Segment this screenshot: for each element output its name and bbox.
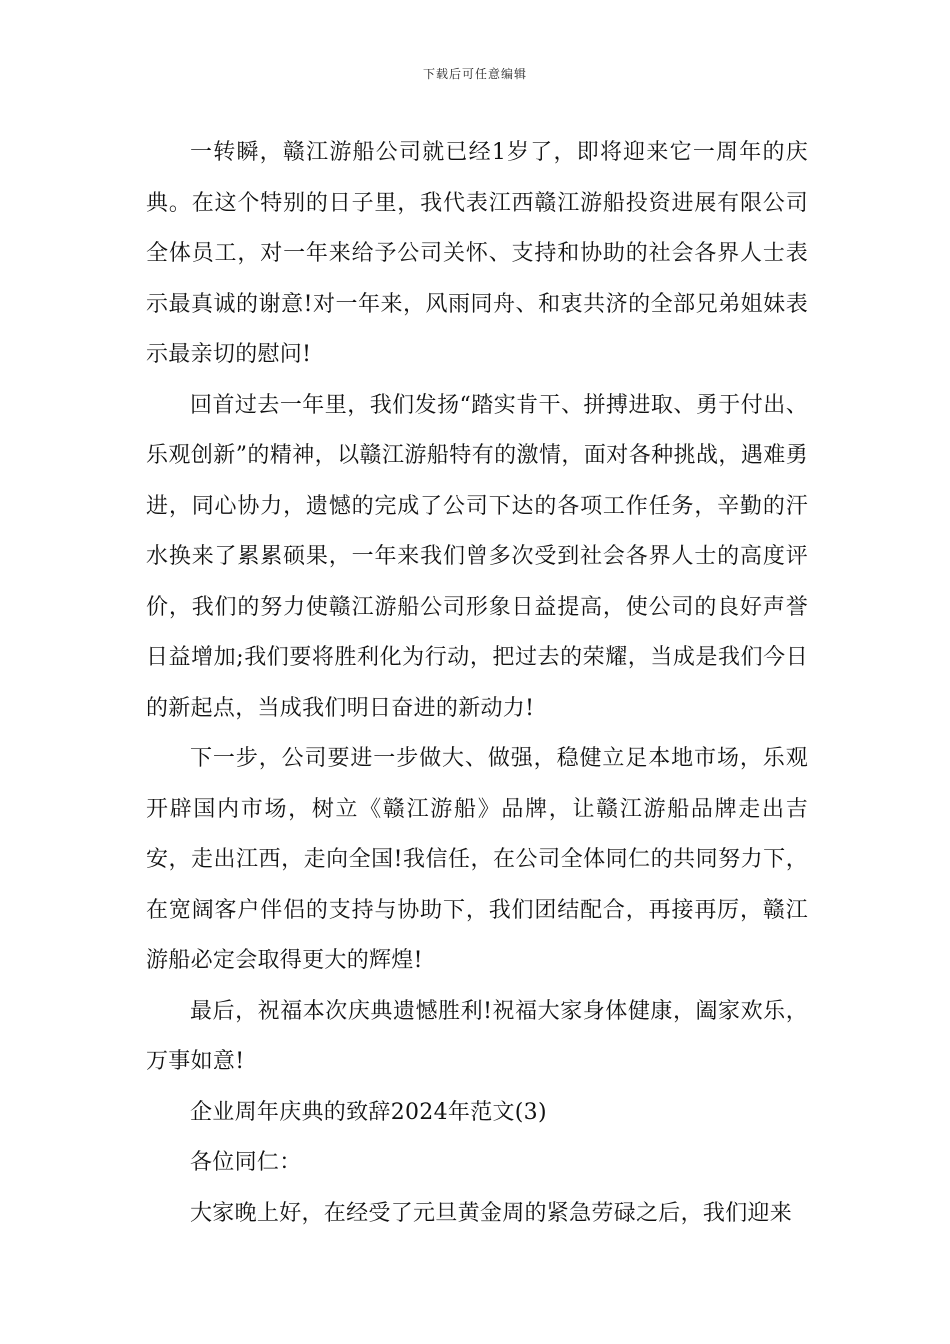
section-title: 企业周年庆典的致辞2024年范文(3) xyxy=(190,1099,547,1125)
salutation: 各位同仁： xyxy=(190,1150,302,1175)
paragraph-next-step: 下一步，公司要进一步做大、做强，稳健立足本地市场，乐观开辟国内市场，树立《赣江游船》品牌，让赣江游船品牌走出吉安，走出江西，走向全国!我信任，在公司全体同仁的共同努力下，在宽阔客户伴侣的支持与协助下，我们团结配合，再接再厉，赣江游船必定会取得更大的辉煌! xyxy=(146,746,808,973)
paragraph-closing: 最后，祝福本次庆典遗憾胜利!祝福大家身体健康，阖家欢乐，万事如意! xyxy=(146,998,808,1074)
paragraph-greeting: 大家晚上好，在经受了元旦黄金周的紧急劳碌之后，我们迎来 xyxy=(190,1200,793,1226)
page-header: 下载后可任意编辑 xyxy=(422,67,527,81)
paragraph-opening: 一转瞬，赣江游船公司就已经1岁了，即将迎来它一周年的庆典。在这个特别的日子里，我代表江西赣江游船投资进展有限公司全体员工，对一年来给予公司关怀、支持和协助的社会各界人士表示最真诚的谢意!对一年来，风雨同舟、和衷共济的全部兄弟姐妹表示最亲切的慰问! xyxy=(146,140,808,367)
document-body xyxy=(146,128,808,1239)
paragraph-review: 回首过去一年里，我们发扬“踏实肯干、拼搏进取、勇于付出、乐观创新”的精神，以赣江游船特有的激情，面对各种挑战，遇难勇进，同心协力，遗憾的完成了公司下达的各项工作任务，辛勤的汗水换来了累累硕果，一年来我们曾多次受到社会各界人士的高度评价，我们的努力使赣江游船公司形象日益提高，使公司的良好声誉日益增加;我们要将胜利化为行动，把过去的荣耀，当成是我们今日的新起点，当成我们明日奋进的新动力! xyxy=(146,392,808,721)
